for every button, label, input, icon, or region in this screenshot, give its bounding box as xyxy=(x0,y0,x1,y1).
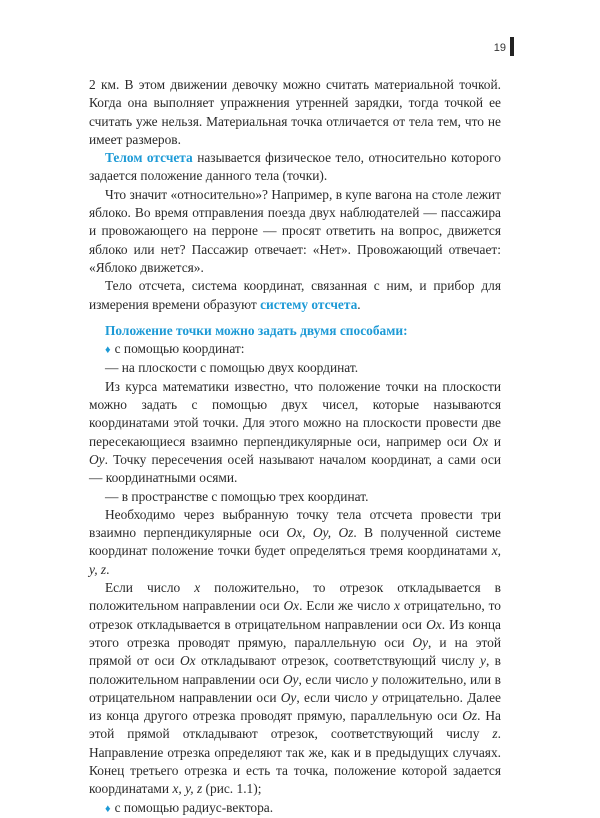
paragraph-space: Необходимо через выбранную точку тела отсчета провести три взаимно перпендикулярные оси Ox, Oy, Oz. В полученной системе координат положение точки будет определяться тремя координатами x, y, z. xyxy=(89,506,501,577)
body-text xyxy=(89,76,501,818)
paragraph-axes-procedure: Если число x положительно, то отрезок откладывается в положительном направлении оси Ox. Если же число x отрицательно, то отрезок откладывается в отрицательном направлении оси Ox. Из конца этого отрезка проводят прямую, параллельную оси Oy, и на этой прямой от оси Ox откладывают отрезок, соответствующий числу y, в положительном направлении оси Oy, если число y положительно, или в отрицательном направлении оси Oy, если число y отрицательно. Далее из конца другого отрезка проводят прямую, параллельную оси Oz. На этой прямой откладывают отрезок, соответствующий числу z. Направление отрезка определяют так же, как и в предыдущих случаях. Конец третьего отрезка и есть та точка, положение которой задается координатами x, y, z (рис. 1.1); xyxy=(89,580,502,797)
page-number-bar xyxy=(510,37,514,56)
paragraph-reference-body: Телом отсчета называется физическое тело, относительно которого задается положение данного тела (точки). xyxy=(89,150,501,184)
paragraph-reference-system: Тело отсчета, система координат, связанная с ним, и прибор для измерения времени образуют систему отсчета. xyxy=(89,278,501,312)
subheading-position: Положение точки можно задать двумя способами: xyxy=(105,322,408,338)
page-number: 19 xyxy=(493,42,506,54)
term-reference-body: Телом отсчета xyxy=(105,150,193,166)
term-reference-system: систему отсчета xyxy=(260,296,358,312)
paragraph-1: 2 км. В этом движении девочку можно считать материальной точкой. Когда она выполняет упражнения утренней зарядки, тогда точкой ее считать уже нельзя. Материальная точка отличается от тела тем, что не имеет размеров. xyxy=(89,77,501,147)
bullet-item-radius-vector: ♦ с помощью радиус-вектора. xyxy=(105,799,274,815)
paragraph-relative: Что значит «относительно»? Например, в купе вагона на столе лежит яблоко. Во время отправления поезда двух наблюдателей — пассажира и провожающего на перроне — просят ответить на вопрос, движется яблоко или нет? Пассажир отвечает: «Нет». Провожающий отвечает: «Яблоко движется». xyxy=(89,186,501,275)
bullet-item-coordinates: ♦ с помощью координат: xyxy=(105,341,245,357)
diamond-bullet-icon: ♦ xyxy=(105,344,111,357)
diamond-bullet-icon: ♦ xyxy=(105,802,111,815)
dash-item-space: — в пространстве с помощью трех координат. xyxy=(105,488,369,504)
dash-item-plane: — на плоскости с помощью двух координат. xyxy=(105,360,359,376)
paragraph-plane: Из курса математики известно, что положение точки на плоскости можно задать с помощью двух чисел, которые называются координатами этой точки. Для этого можно на плоскости провести две пересекающиеся взаимно перпендикулярные оси, например оси Ox и Oy. Точку пересечения осей называют началом координат, а сами оси — координатными осями. xyxy=(89,378,501,486)
